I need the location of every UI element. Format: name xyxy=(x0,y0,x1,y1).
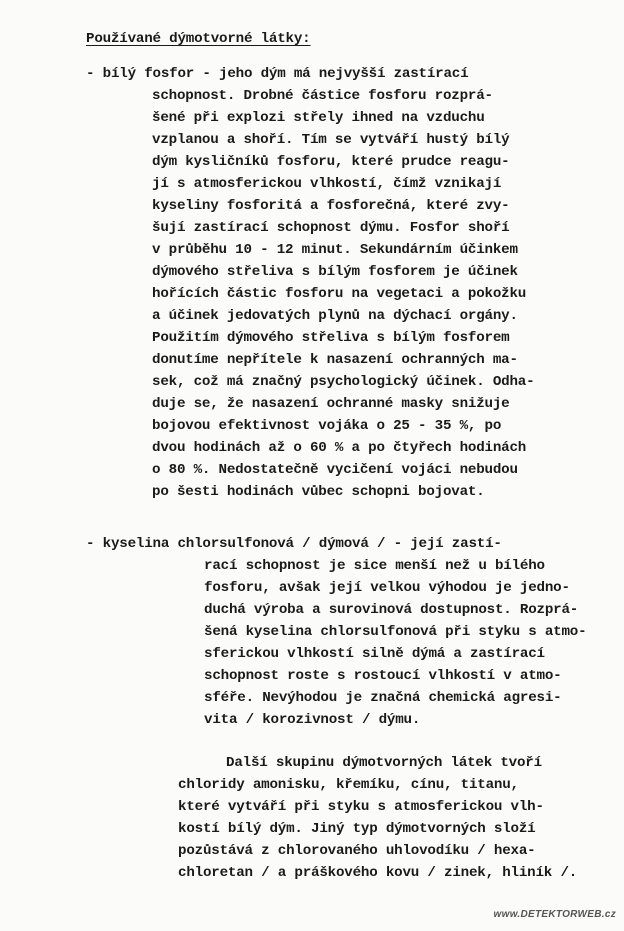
text-line: dým kysličníků fosforu, které prudce reagu- xyxy=(152,154,510,170)
text-line: Další skupinu dýmotvorných látek tvoří xyxy=(226,755,542,771)
text-line: schopnost. Drobné částice fosforu rozprá- xyxy=(152,88,493,104)
text-line: - bílý fosfor - jeho dým má nejvyšší zastírací xyxy=(86,66,469,82)
text-line: duje se, že nasazení ochranné masky snižuje xyxy=(152,396,510,412)
text-line: rací schopnost je sice menší než u bílého xyxy=(204,558,545,574)
text-line: šená kyselina chlorsulfonová při styku s atmo- xyxy=(204,624,587,640)
text-line: vzplanou a shoří. Tím se vytváří hustý bílý xyxy=(152,132,510,148)
text-line: jí s atmosferickou vlhkostí, čímž vznikají xyxy=(152,176,502,192)
text-line: vita / korozivnost / dýmu. xyxy=(204,712,421,728)
text-line: Použitím dýmového střeliva s bílým fosforem xyxy=(152,330,510,346)
text-line: chloretan / a práškového kovu / zinek, hliník /. xyxy=(178,865,578,881)
text-line: bojovou efektivnost vojáka o 25 - 35 %, po xyxy=(152,418,502,434)
site-watermark: www.DETEKTORWEB.cz xyxy=(493,909,616,920)
text-line: sféře. Nevýhodou je značná chemická agresi- xyxy=(204,690,562,706)
text-line: sek, což má značný psychologický účinek. Odha- xyxy=(152,374,535,390)
text-line: šené při explozi střely ihned na vzduchu xyxy=(152,110,485,126)
text-line: v průběhu 10 - 12 minut. Sekundárním účinkem xyxy=(152,242,518,258)
text-line: - kyselina chlorsulfonová / dýmová / - její zastí- xyxy=(86,536,502,552)
text-line: dvou hodinách až o 60 % a po čtyřech hodinách xyxy=(152,440,527,456)
text-line: o 80 %. Nedostatečně vycičení vojáci nebudou xyxy=(152,462,518,478)
text-line: dýmového střeliva s bílým fosforem je účinek xyxy=(152,264,518,280)
text-line: které vytváří při styku s atmosferickou vlh- xyxy=(178,799,544,815)
text-line: šují zastírací schopnost dýmu. Fosfor shoří xyxy=(152,220,510,236)
text-line: kostí bílý dým. Jiný typ dýmotvorných složí xyxy=(178,821,536,837)
text-line: chloridy amonisku, křemíku, cínu, titanu, xyxy=(178,777,519,793)
text-line: kyseliny fosforitá a fosforečná, které zvy- xyxy=(152,198,510,214)
text-line: sferickou vlhkostí silně dýmá a zastírací xyxy=(204,646,545,662)
text-line: fosforu, avšak její velkou výhodou je jedno- xyxy=(204,580,570,596)
text-line: a účinek jedovatých plynů na dýchací orgány. xyxy=(152,308,518,324)
text-line: schopnost roste s rostoucí vlhkostí v atmo- xyxy=(204,668,562,684)
text-line: pozůstává z chlorovaného uhlovodíku / hexa- xyxy=(178,843,536,859)
document-title: Používané dýmotvorné látky: xyxy=(86,31,311,47)
text-line: po šesti hodinách vůbec schopni bojovat. xyxy=(152,484,485,500)
text-line: duchá výroba a surovinová dostupnost. Rozprá- xyxy=(204,602,579,618)
text-line: hořících částic fosforu na vegetaci a pokožku xyxy=(152,286,527,302)
text-line: donutíme nepřítele k nasazení ochranných ma- xyxy=(152,352,518,368)
